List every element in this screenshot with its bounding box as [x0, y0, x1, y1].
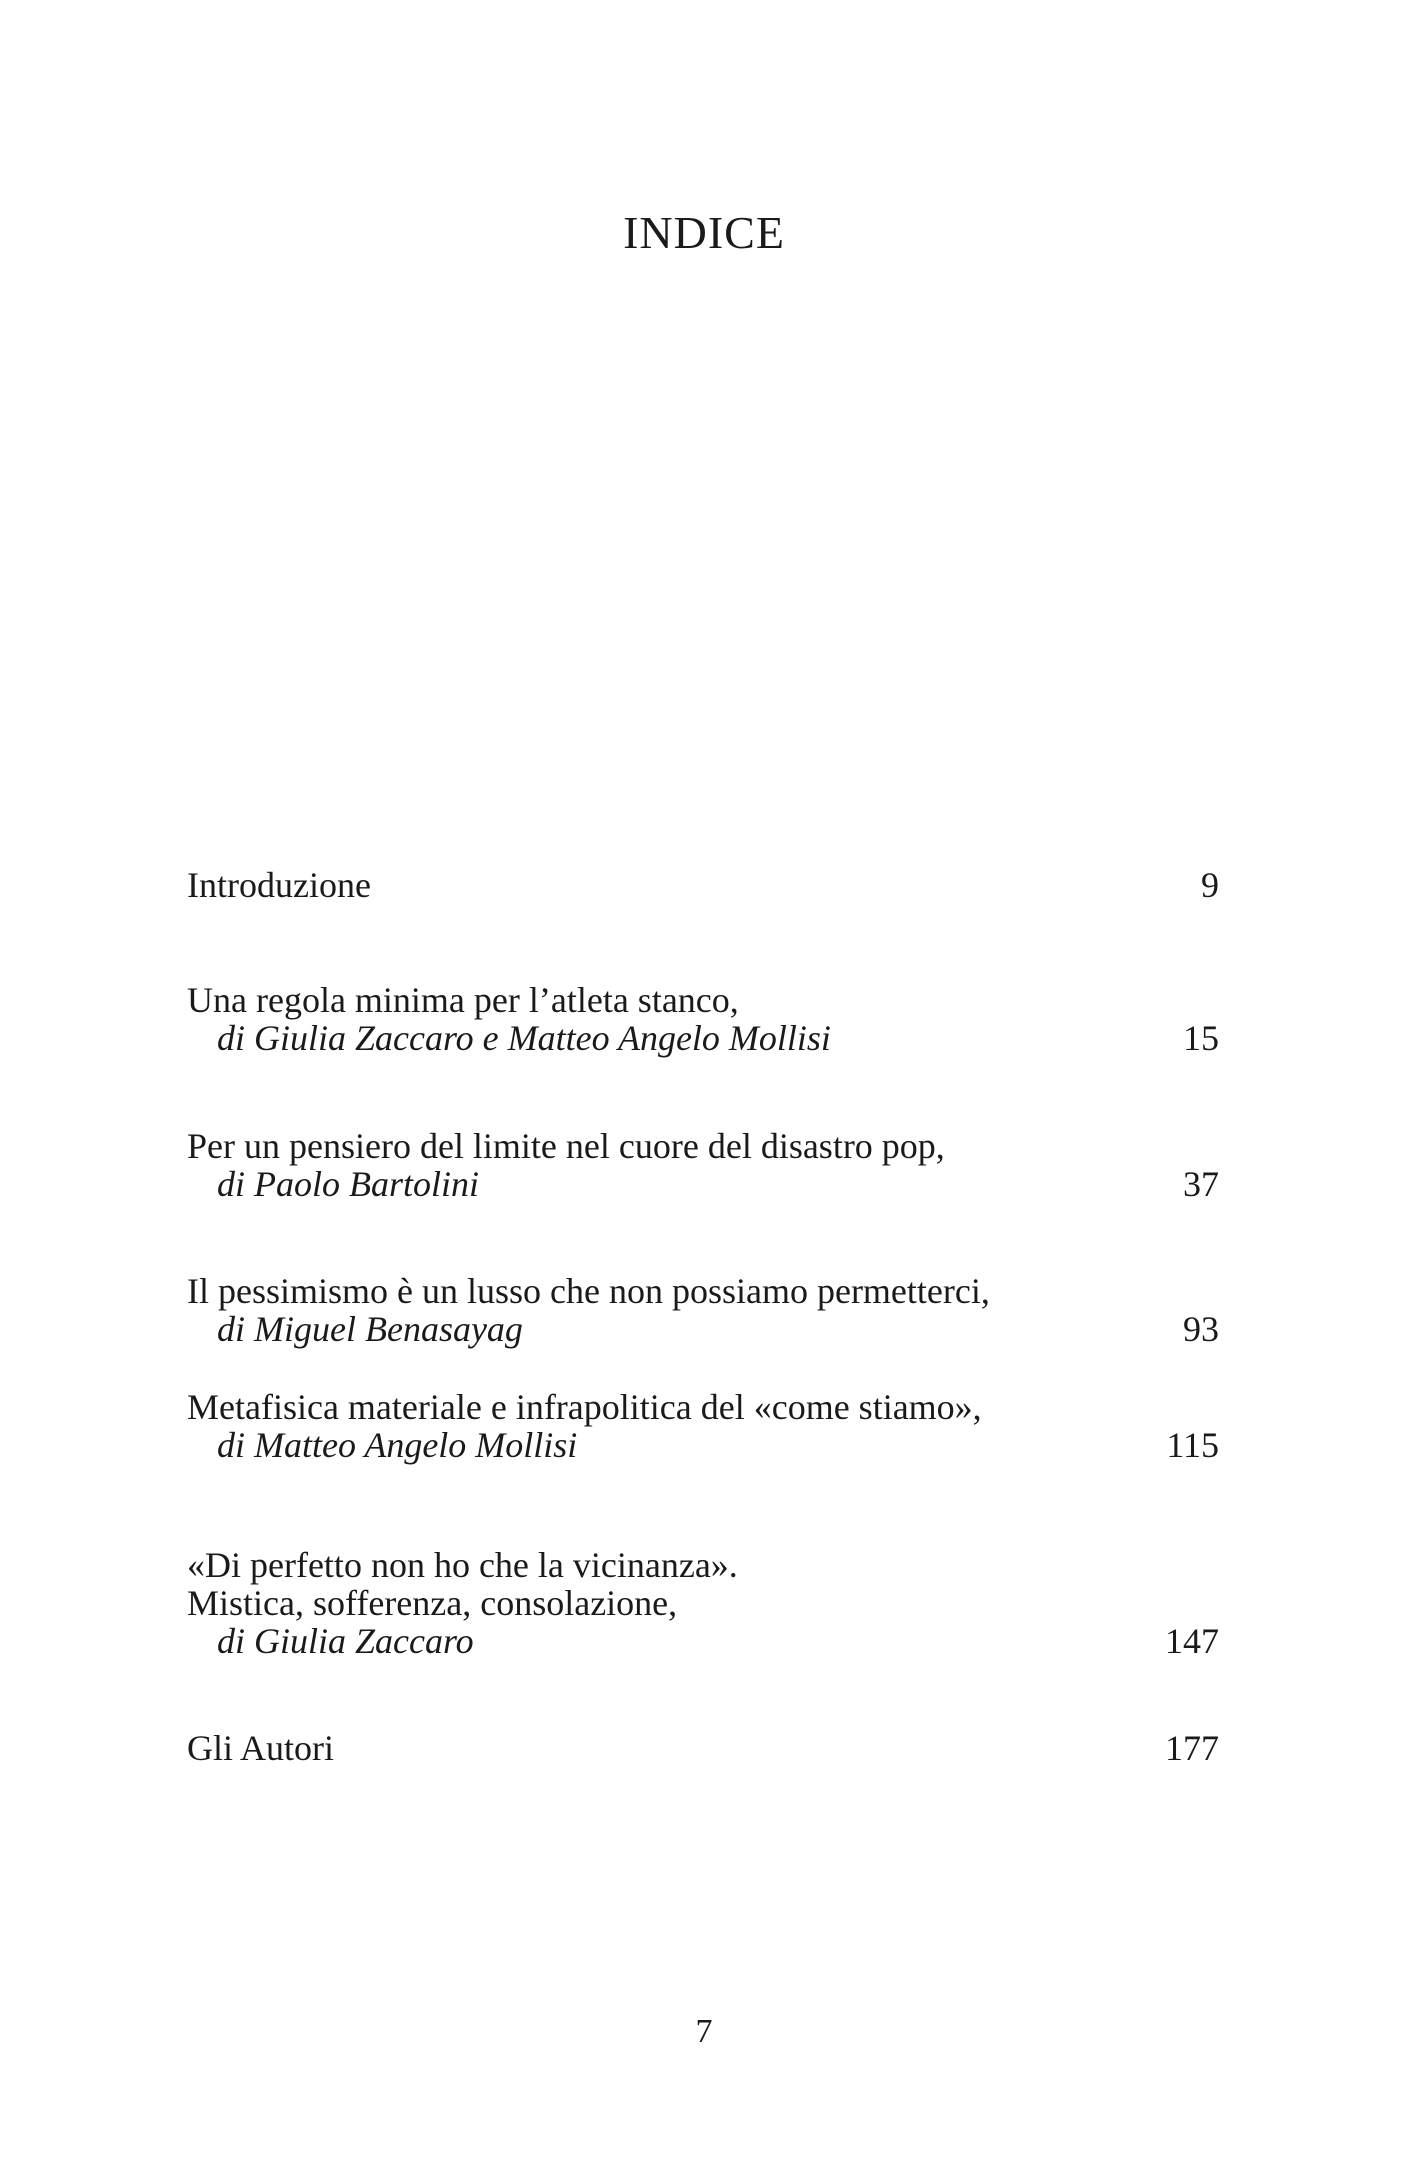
toc-entry-author-line: [187, 1623, 1219, 1659]
toc-entry-title-line: [187, 867, 1219, 903]
toc-entry-title: Mistica, sofferenza, consolazione,: [187, 1583, 678, 1623]
toc-entry-title-line: [187, 1273, 1219, 1309]
toc-entry[interactable]: [187, 982, 1219, 1056]
toc-entry-title: «Di perfetto non ho che la vicinanza».: [187, 1545, 738, 1585]
toc-entry-title: Il pessimismo è un lusso che non possiamo permetterci,: [187, 1271, 990, 1311]
toc-entry-title-line: [187, 1547, 1219, 1583]
toc-entry[interactable]: [187, 1547, 1219, 1659]
toc-entry-title-line: [187, 1128, 1219, 1164]
toc-entry-title: Introduzione: [187, 865, 371, 905]
toc-entry-author-line: [187, 1166, 1219, 1202]
toc-entry-title: Gli Autori: [187, 1728, 335, 1768]
page-title: INDICE: [623, 207, 785, 258]
toc-entry[interactable]: [187, 1128, 1219, 1202]
toc-page-number: 37: [1183, 1164, 1219, 1204]
toc-entry[interactable]: [187, 1389, 1219, 1463]
toc-page-number: 93: [1183, 1309, 1219, 1349]
toc-page-number: 147: [1165, 1621, 1219, 1661]
toc-entry-title: Per un pensiero del limite nel cuore del disastro pop,: [187, 1126, 945, 1166]
toc-entry-title-line: [187, 1730, 1219, 1766]
toc-entry[interactable]: [187, 1730, 1219, 1766]
toc-entry-author: di Giulia Zaccaro e Matteo Angelo Mollisi: [217, 1018, 831, 1058]
toc-entry-author-line: [187, 1427, 1219, 1463]
toc-entry[interactable]: [187, 1273, 1219, 1347]
toc-page-number: 115: [1166, 1425, 1219, 1465]
toc-entry-author-line: [187, 1020, 1219, 1056]
page-number: 7: [695, 2013, 713, 2050]
toc-entry-title-line: [187, 1585, 1219, 1621]
toc-entry-author: di Giulia Zaccaro: [217, 1621, 474, 1661]
toc-entry[interactable]: [187, 867, 1219, 903]
toc-entry-author: di Matteo Angelo Mollisi: [217, 1425, 578, 1465]
toc-entry-author: di Miguel Benasayag: [217, 1309, 523, 1349]
toc-page-number: 177: [1165, 1728, 1219, 1768]
toc-page-number: 9: [1201, 865, 1219, 905]
toc-page-number: 15: [1183, 1018, 1219, 1058]
toc-entry-author: di Paolo Bartolini: [217, 1164, 480, 1204]
toc-entry-title: Una regola minima per l’atleta stanco,: [187, 980, 739, 1020]
toc-entry-author-line: [187, 1311, 1219, 1347]
toc-entry-title-line: [187, 982, 1219, 1018]
toc-entry-title: Metafisica materiale e infrapolitica del «come stiamo»,: [187, 1387, 982, 1427]
toc-entry-title-line: [187, 1389, 1219, 1425]
